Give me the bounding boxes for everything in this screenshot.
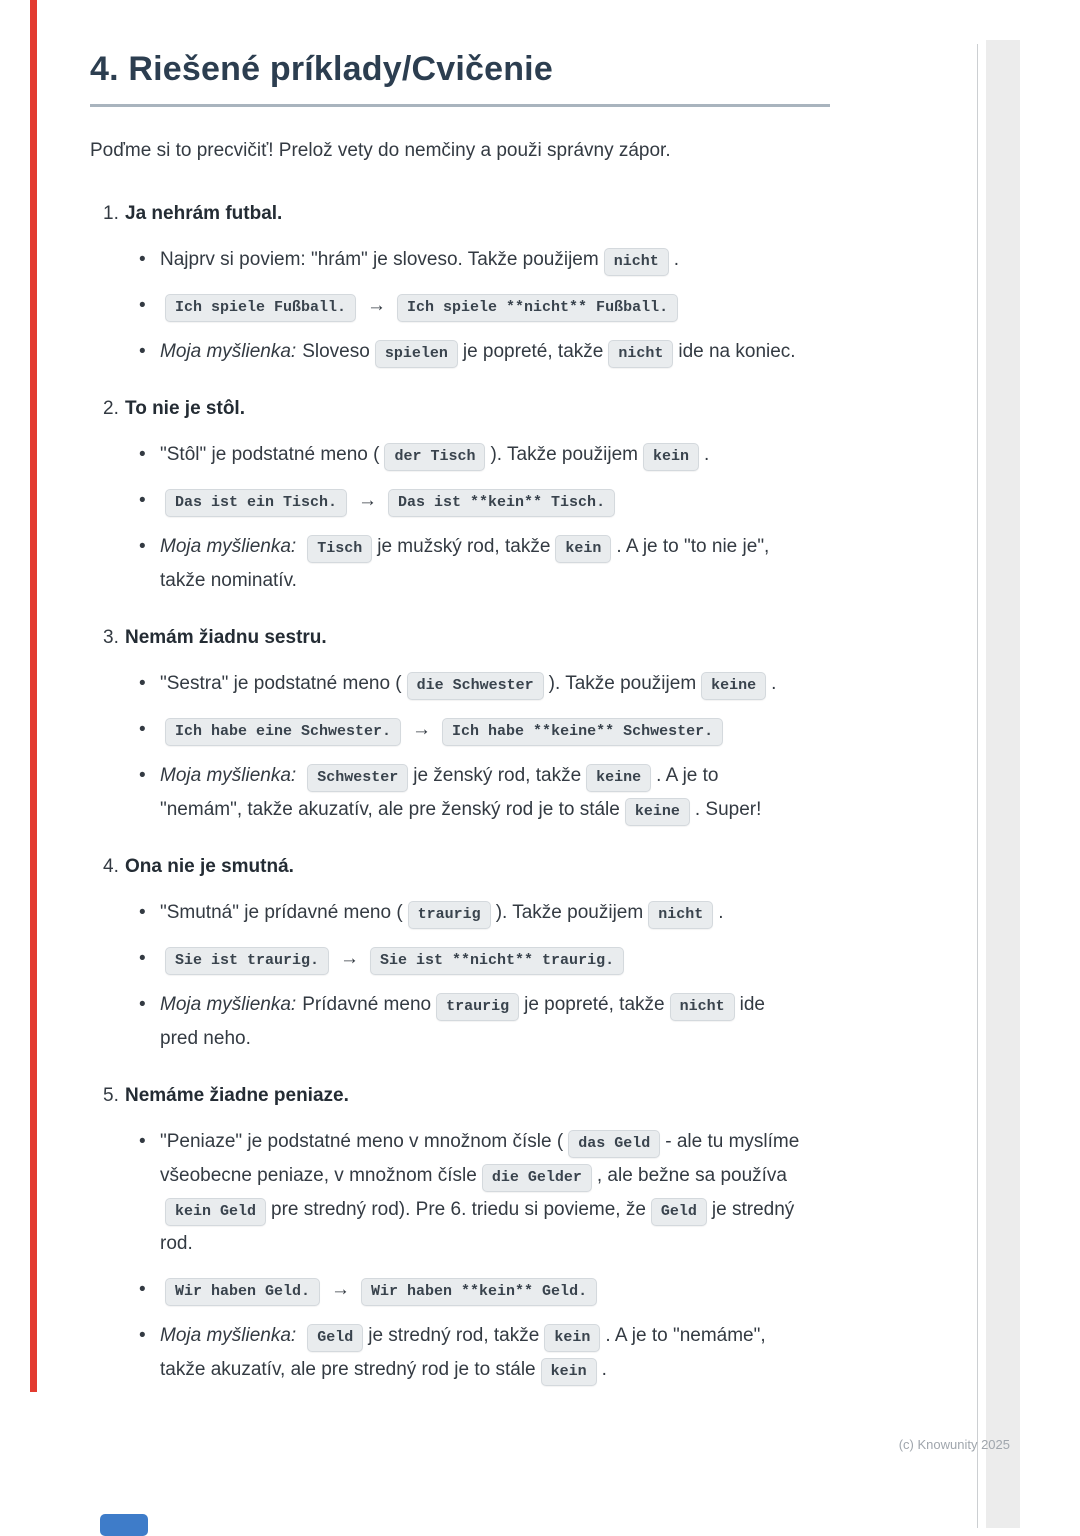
bullet-item (125, 759, 800, 827)
code-chip: kein (643, 443, 699, 471)
exercise-heading: Nemáme žiadne peniaze. (125, 1084, 349, 1106)
text-segment: . A je to "nemáme", takže akuzatív, ale pre stredný rod je to stále (160, 1324, 766, 1380)
code-chip: Tisch (307, 535, 372, 563)
code-chip: kein (555, 535, 611, 563)
text-segment: . (703, 443, 710, 465)
arrow-icon: → (340, 947, 360, 969)
code-chip: Das ist ein Tisch. (165, 489, 347, 517)
exercise-list (103, 200, 830, 1387)
intro-text: Poďme si to precvičiť! Prelož vety do nemčiny a použi správny zápor. (90, 140, 671, 161)
code-chip: traurig (408, 901, 491, 929)
partial-blue-chip (100, 1514, 148, 1536)
text-segment: "Smutná" je prídavné meno ( (160, 901, 403, 923)
bullet-item (125, 289, 800, 323)
exercise-item (103, 1082, 830, 1387)
arrow-icon: → (358, 489, 378, 511)
text-segment: je stredný rod. (160, 1198, 795, 1254)
bullet-list (125, 438, 830, 598)
code-chip: nicht (648, 901, 713, 929)
exercise-heading-row (103, 624, 830, 651)
code-chip: keine (701, 672, 766, 700)
exercise-heading-row (103, 200, 830, 227)
text-segment: Prídavné meno (302, 993, 432, 1015)
text-segment: . (771, 672, 777, 694)
text-segment: . Super! (694, 798, 762, 820)
bullet-item (125, 438, 800, 472)
code-chip: Sie ist traurig. (165, 947, 329, 975)
code-chip: Wir haben Geld. (165, 1278, 320, 1306)
right-divider-line (977, 44, 978, 1528)
text-segment: "Sestra" je podstatné meno ( (160, 672, 402, 694)
text-segment: "Stôl" je podstatné meno ( (160, 443, 380, 465)
exercise-number: 4. (103, 855, 119, 877)
code-chip: kein (544, 1324, 600, 1352)
code-chip: kein Geld (165, 1198, 266, 1226)
bullet-item (125, 530, 800, 598)
thought-label: Moja myšlienka: (160, 1324, 297, 1346)
code-chip: Geld (651, 1198, 707, 1226)
bullet-item (125, 484, 800, 518)
text-segment: . (718, 901, 724, 923)
bullet-list (125, 667, 830, 827)
code-chip: der Tisch (384, 443, 485, 471)
bullet-list (125, 1125, 830, 1387)
text-segment: . A je to "nemám", takže akuzatív, ale pre ženský rod je to stále (160, 764, 719, 820)
exercise-item (103, 200, 830, 369)
text-segment: . (601, 1358, 607, 1380)
text-segment: , ale bežne sa používa (596, 1164, 787, 1186)
exercise-number: 3. (103, 626, 119, 648)
bullet-item (125, 243, 800, 277)
right-page-gutter (986, 40, 1020, 1528)
code-chip: keine (586, 764, 651, 792)
text-segment: ide pred neho. (160, 993, 765, 1049)
text-segment: Sloveso (302, 340, 370, 362)
exercise-heading: Nemám žiadnu sestru. (125, 626, 327, 648)
text-segment: ). Takže použijem (495, 901, 644, 923)
bullet-item (125, 713, 800, 747)
watermark: (c) Knowunity 2025 (898, 1437, 1010, 1452)
code-chip: nicht (670, 993, 735, 1021)
bullet-item (125, 667, 800, 701)
text-segment: pre stredný rod). Pre 6. triedu si povieme, že (271, 1198, 646, 1220)
code-chip: Schwester (307, 764, 408, 792)
arrow-icon: → (412, 718, 432, 740)
code-chip: spielen (375, 340, 458, 368)
text-segment: - ale tu myslíme všeobecne peniaze, v množnom čísle (160, 1130, 800, 1186)
thought-label: Moja myšlienka: (160, 993, 297, 1015)
exercise-heading-row (103, 395, 830, 422)
text-segment: "Peniaze" je podstatné meno v množnom čísle ( (160, 1130, 564, 1152)
text-segment: je popreté, takže (462, 340, 604, 362)
text-segment: je ženský rod, takže (413, 764, 582, 786)
exercise-number: 1. (103, 202, 119, 224)
code-chip: Ich spiele Fußball. (165, 294, 356, 322)
text-segment: ). Takže použijem (548, 672, 697, 694)
bullet-list (125, 243, 830, 369)
code-chip: Ich habe eine Schwester. (165, 718, 401, 746)
title-divider (90, 104, 830, 107)
bullet-item (125, 1273, 800, 1307)
code-chip: nicht (604, 248, 669, 276)
text-segment: ). Takže použijem (490, 443, 638, 465)
exercise-heading-row (103, 1082, 830, 1109)
exercise-heading-row (103, 853, 830, 880)
exercise-item (103, 624, 830, 827)
text-segment: . A je to "to nie je", takže nominatív. (160, 535, 770, 591)
code-chip: Wir haben **kein** Geld. (361, 1278, 597, 1306)
code-chip: traurig (436, 993, 519, 1021)
arrow-icon: → (367, 294, 387, 316)
exercise-number: 2. (103, 397, 119, 419)
bullet-item (125, 1125, 800, 1261)
thought-label: Moja myšlienka: (160, 340, 297, 362)
thought-label: Moja myšlienka: (160, 764, 297, 786)
bullet-item (125, 335, 800, 369)
code-chip: kein (541, 1358, 597, 1386)
exercise-heading: Ja nehrám futbal. (125, 202, 283, 224)
bullet-item (125, 1319, 800, 1387)
code-chip: Sie ist **nicht** traurig. (370, 947, 624, 975)
arrow-icon: → (331, 1278, 351, 1300)
code-chip: die Gelder (482, 1164, 592, 1192)
text-segment: Najprv si poviem: "hrám" je sloveso. Takže použijem (160, 248, 599, 270)
code-chip: Geld (307, 1324, 363, 1352)
bullet-list (125, 896, 830, 1056)
exercise-number: 5. (103, 1084, 119, 1106)
text-segment: je stredný rod, takže (368, 1324, 540, 1346)
code-chip: das Geld (568, 1130, 660, 1158)
exercise-item (103, 395, 830, 598)
code-chip: Das ist **kein** Tisch. (388, 489, 615, 517)
code-chip: die Schwester (407, 672, 544, 700)
page-title: 4. Riešené príklady/Cvičenie (90, 50, 553, 88)
exercise-heading: To nie je stôl. (125, 397, 245, 419)
bullet-item (125, 896, 800, 930)
text-segment: je mužský rod, takže (377, 535, 551, 557)
bullet-item (125, 988, 800, 1056)
code-chip: Ich spiele **nicht** Fußball. (397, 294, 678, 322)
exercise-item (103, 853, 830, 1056)
bullet-item (125, 942, 800, 976)
code-chip: Ich habe **keine** Schwester. (442, 718, 723, 746)
code-chip: nicht (608, 340, 673, 368)
text-segment: ide na koniec. (678, 340, 796, 362)
text-segment: je popreté, takže (524, 993, 665, 1015)
code-chip: keine (625, 798, 690, 826)
thought-label: Moja myšlienka: (160, 535, 297, 557)
text-segment: . (673, 248, 679, 270)
exercise-heading: Ona nie je smutná. (125, 855, 294, 877)
